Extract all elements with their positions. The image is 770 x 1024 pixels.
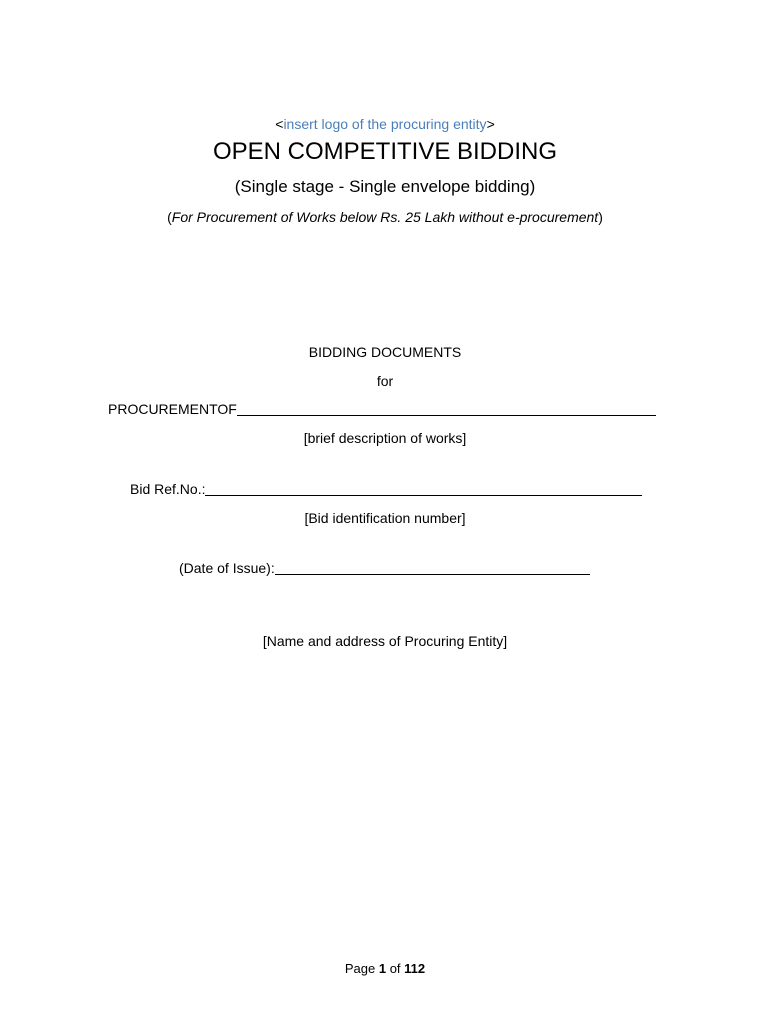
logo-close-bracket: > bbox=[486, 116, 495, 132]
page-prefix: Page bbox=[344, 961, 376, 976]
document-subtitle: (Single stage - Single envelope bidding) bbox=[234, 177, 536, 196]
page-current: 1 bbox=[378, 961, 387, 976]
page-total: 112 bbox=[404, 961, 426, 976]
bid-identification-hint: [Bid identification number] bbox=[304, 510, 466, 526]
logo-placeholder-line bbox=[0, 116, 770, 132]
date-of-issue-field-row bbox=[179, 560, 590, 576]
procurement-scope-line bbox=[0, 209, 770, 225]
bidding-documents-heading: BIDDING DOCUMENTS bbox=[308, 344, 462, 360]
procurement-blank[interactable] bbox=[237, 401, 656, 416]
procuring-entity-hint: [Name and address of Procuring Entity] bbox=[262, 633, 508, 649]
bid-ref-field-row bbox=[130, 481, 642, 497]
works-description-hint: [brief description of works] bbox=[303, 430, 467, 446]
date-of-issue-blank[interactable] bbox=[275, 560, 590, 575]
logo-placeholder-text: insert logo of the procuring entity bbox=[283, 116, 487, 132]
page-number-footer bbox=[0, 961, 770, 976]
scope-close-paren: ) bbox=[598, 209, 603, 225]
date-of-issue-label: (Date of Issue): bbox=[179, 560, 275, 576]
procurement-field-row bbox=[108, 401, 656, 417]
page-of: of bbox=[389, 961, 401, 976]
bid-ref-blank[interactable] bbox=[205, 481, 642, 496]
document-title: OPEN COMPETITIVE BIDDING bbox=[212, 138, 558, 165]
procurement-label: PROCUREMENTOF bbox=[108, 401, 237, 417]
scope-open-paren: ( bbox=[167, 209, 172, 225]
scope-text: For Procurement of Works below Rs. 25 Lakh without e-procurement bbox=[171, 209, 599, 225]
bid-ref-label: Bid Ref.No.: bbox=[130, 481, 206, 497]
for-label: for bbox=[376, 373, 394, 389]
logo-open-bracket: < bbox=[275, 116, 284, 132]
